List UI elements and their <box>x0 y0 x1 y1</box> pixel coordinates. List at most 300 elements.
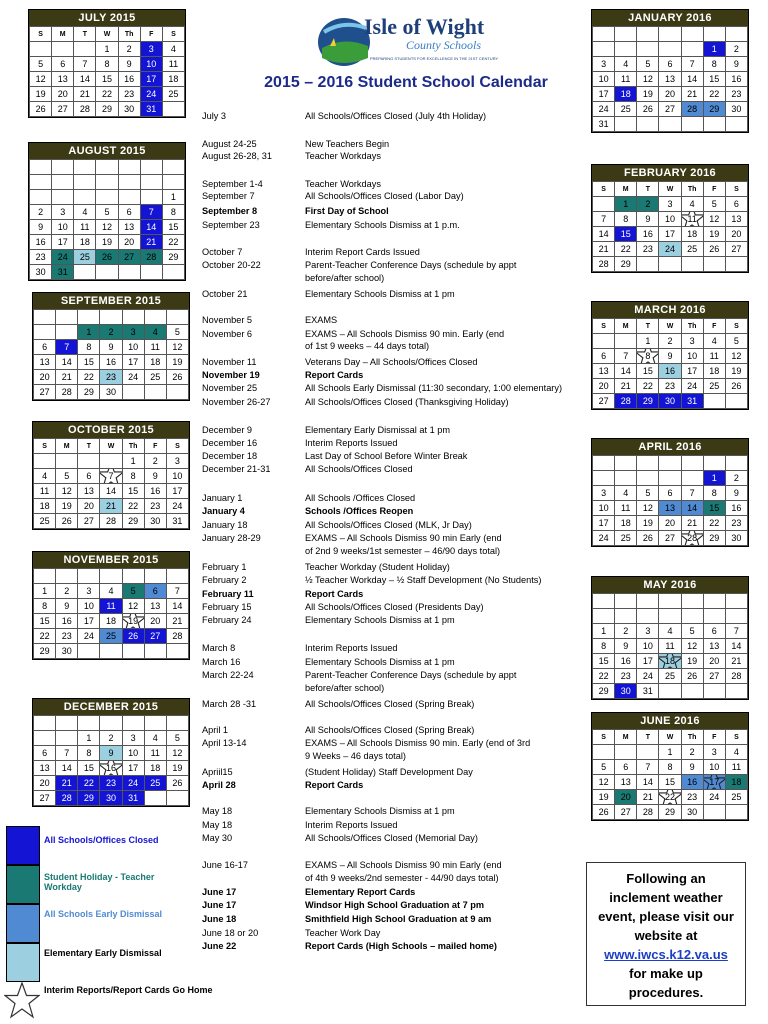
day-number: 2 <box>64 585 70 596</box>
legend-swatch-early <box>6 904 40 943</box>
day-cell <box>593 684 615 699</box>
day-cell <box>703 212 725 227</box>
day-number: 27 <box>598 395 609 406</box>
day-of-week-header <box>56 310 78 325</box>
day-cell <box>34 385 56 400</box>
empty-cell <box>100 644 122 659</box>
day-cell <box>703 669 725 684</box>
day-number: 4 <box>42 470 48 481</box>
day-number: 9 <box>667 350 673 361</box>
empty-cell <box>681 117 703 132</box>
day-number: 26 <box>101 251 112 262</box>
day-number: 1 <box>130 455 136 466</box>
day-cell <box>659 760 681 775</box>
day-cell <box>637 624 659 639</box>
day-number: 8 <box>42 600 48 611</box>
day-number: 10 <box>83 600 94 611</box>
empty-cell <box>703 117 725 132</box>
day-number: 6 <box>60 58 66 69</box>
day-cell <box>34 499 56 514</box>
empty-cell <box>637 117 659 132</box>
day-number: 13 <box>664 73 675 84</box>
event-description: Windsor High School Graduation at 7 pm <box>305 900 485 910</box>
day-cell <box>681 87 703 102</box>
day-cell <box>615 790 637 805</box>
day-cell <box>100 340 122 355</box>
event-description: All Schools/Offices Closed (July 4th Holiday) <box>305 111 487 121</box>
day-number: 3 <box>130 326 136 337</box>
day-cell <box>52 87 74 102</box>
day-cell <box>166 355 188 370</box>
day-number: 5 <box>689 625 695 636</box>
day-cell <box>615 102 637 117</box>
day-number: 11 <box>168 58 179 69</box>
day-of-week-header <box>725 27 747 42</box>
day-number: 30 <box>664 395 675 406</box>
empty-cell <box>659 609 681 624</box>
day-number: 9 <box>108 747 114 758</box>
day-of-week-header <box>140 160 162 175</box>
day-number: 20 <box>709 655 720 666</box>
day-cell <box>659 57 681 72</box>
empty-cell <box>140 190 162 205</box>
day-number: 29 <box>101 103 112 114</box>
day-cell <box>34 614 56 629</box>
day-cell <box>725 624 747 639</box>
day-cell <box>122 454 144 469</box>
empty-cell <box>593 197 615 212</box>
day-cell <box>659 531 681 546</box>
empty-cell <box>30 190 52 205</box>
event-description: Elementary Schools Dismiss at 1 pm <box>305 806 455 816</box>
day-cell <box>140 235 162 250</box>
day-cell <box>615 227 637 242</box>
day-number: 26 <box>687 670 698 681</box>
day-number: 30 <box>124 103 135 114</box>
day-of-week-header <box>593 594 615 609</box>
day-of-week-header <box>615 27 637 42</box>
day-cell <box>703 349 725 364</box>
day-of-week-header <box>703 456 725 471</box>
day-cell <box>637 379 659 394</box>
event-description: Report Cards <box>305 589 364 599</box>
empty-cell <box>681 684 703 699</box>
day-cell <box>725 87 747 102</box>
day-of-week-header: T <box>78 439 100 454</box>
day-cell <box>615 87 637 102</box>
day-of-week-header <box>52 160 74 175</box>
day-number: 14 <box>642 776 653 787</box>
day-number: 15 <box>709 73 720 84</box>
day-number: 14 <box>61 762 72 773</box>
legend <box>0 824 213 1024</box>
day-number: 28 <box>61 792 72 803</box>
day-number: 7 <box>64 747 70 758</box>
day-cell <box>162 72 184 87</box>
day-number: 22 <box>101 88 112 99</box>
day-cell <box>166 370 188 385</box>
day-number: 28 <box>687 103 698 114</box>
day-of-week-header: S <box>725 182 747 197</box>
event-date: March 16 <box>202 657 241 667</box>
day-number: 31 <box>146 103 157 114</box>
day-cell <box>96 57 118 72</box>
day-cell <box>144 325 166 340</box>
day-number: 27 <box>620 806 631 817</box>
event-date: December 18 <box>202 451 258 461</box>
day-cell <box>118 220 140 235</box>
day-cell <box>725 639 747 654</box>
day-number: 18 <box>150 762 161 773</box>
day-cell <box>725 745 747 760</box>
logo-sub-text: County Schools <box>406 38 481 52</box>
empty-cell <box>593 471 615 486</box>
day-number: 14 <box>105 485 116 496</box>
day-number: 3 <box>601 58 607 69</box>
empty-cell <box>100 454 122 469</box>
day-cell <box>681 242 703 257</box>
day-number: 3 <box>86 585 92 596</box>
empty-cell <box>593 609 615 624</box>
day-cell <box>144 629 166 644</box>
day-cell <box>122 629 144 644</box>
empty-cell <box>615 609 637 624</box>
day-number: 1 <box>645 335 651 346</box>
day-number: 13 <box>709 640 720 651</box>
day-cell <box>659 639 681 654</box>
event-date: June 17 <box>202 887 237 897</box>
day-number: 24 <box>709 791 720 802</box>
star-icon <box>4 982 40 1020</box>
day-number: 7 <box>148 206 154 217</box>
day-cell <box>52 72 74 87</box>
day-number: 9 <box>126 58 132 69</box>
day-number: 11 <box>665 640 675 651</box>
day-number: 20 <box>664 88 675 99</box>
day-number: 21 <box>620 380 631 391</box>
day-number: 4 <box>689 198 695 209</box>
empty-cell <box>681 42 703 57</box>
legend-label-elem: Elementary Early Dismissal <box>44 948 162 958</box>
day-number: 9 <box>152 470 158 481</box>
empty-cell <box>615 471 637 486</box>
day-cell <box>122 746 144 761</box>
event-date: November 6 <box>202 329 253 339</box>
day-cell <box>637 349 659 364</box>
day-cell <box>122 340 144 355</box>
day-cell <box>30 87 52 102</box>
day-number: 6 <box>733 198 739 209</box>
empty-cell <box>74 42 96 57</box>
day-cell <box>162 250 184 265</box>
day-cell <box>56 614 78 629</box>
calendar-january-2016 <box>591 9 749 133</box>
day-cell <box>166 776 188 791</box>
month-title: MARCH 2016 <box>592 302 748 318</box>
day-of-week-header: F <box>144 439 166 454</box>
day-cell <box>681 364 703 379</box>
event-date: September 1-4 <box>202 179 263 189</box>
day-cell <box>681 501 703 516</box>
day-cell <box>703 516 725 531</box>
day-number: 25 <box>664 670 675 681</box>
day-number: 14 <box>731 640 742 651</box>
empty-cell <box>725 609 747 624</box>
day-of-week-header: T <box>637 182 659 197</box>
month-title: JULY 2015 <box>29 10 185 26</box>
day-cell <box>74 87 96 102</box>
day-cell <box>725 669 747 684</box>
day-cell <box>659 394 681 409</box>
event-date: December 9 <box>202 425 253 435</box>
day-cell <box>166 484 188 499</box>
empty-cell <box>118 265 140 280</box>
event-date: October 20-22 <box>202 260 261 270</box>
event-date: August 26-28, 31 <box>202 151 272 161</box>
day-number: 16 <box>731 73 742 84</box>
calendar-october-2015 <box>32 421 190 530</box>
day-number: 30 <box>620 685 631 696</box>
day-cell <box>615 684 637 699</box>
day-number: 19 <box>172 762 183 773</box>
day-cell <box>681 394 703 409</box>
day-cell <box>96 250 118 265</box>
day-cell <box>681 379 703 394</box>
day-number: 8 <box>104 58 110 69</box>
event-description: Report Cards (High Schools – mailed home) <box>305 941 497 951</box>
day-number: 12 <box>128 600 139 611</box>
day-number: 12 <box>598 776 609 787</box>
day-of-week-header: S <box>593 182 615 197</box>
day-of-week-header <box>122 569 144 584</box>
day-cell <box>593 379 615 394</box>
day-cell <box>78 370 100 385</box>
day-number: 18 <box>79 236 90 247</box>
day-cell <box>56 340 78 355</box>
day-of-week-header: S <box>725 319 747 334</box>
day-number: 7 <box>601 213 607 224</box>
event-description: EXAMS – All Schools Dismiss 90 min. Early (end <box>305 329 505 339</box>
day-cell <box>703 227 725 242</box>
event-date: September 23 <box>202 220 260 230</box>
day-cell <box>100 614 122 629</box>
day-of-week-header: T <box>637 319 659 334</box>
day-number: 1 <box>601 625 607 636</box>
day-number: 31 <box>642 685 653 696</box>
day-cell <box>593 486 615 501</box>
day-of-week-header: Th <box>118 27 140 42</box>
day-number: 17 <box>598 517 609 528</box>
day-number: 12 <box>35 73 46 84</box>
day-number: 20 <box>664 517 675 528</box>
day-cell <box>140 250 162 265</box>
day-cell <box>615 805 637 820</box>
day-number: 10 <box>128 341 139 352</box>
day-number: 25 <box>105 630 116 641</box>
day-of-week-header: S <box>34 439 56 454</box>
event-description: Elementary Schools Dismiss at 1 pm <box>305 289 455 299</box>
day-number: 4 <box>733 746 739 757</box>
day-cell <box>725 364 747 379</box>
day-number: 19 <box>598 791 609 802</box>
day-cell <box>659 516 681 531</box>
day-cell <box>74 250 96 265</box>
day-cell <box>725 42 747 57</box>
day-number: 23 <box>642 243 653 254</box>
day-of-week-header: W <box>96 27 118 42</box>
day-of-week-header <box>30 160 52 175</box>
day-of-week-header: Th <box>681 182 703 197</box>
empty-cell <box>166 385 188 400</box>
empty-cell <box>74 265 96 280</box>
day-number: 13 <box>150 600 161 611</box>
empty-cell <box>96 190 118 205</box>
day-cell <box>56 355 78 370</box>
day-cell <box>100 791 122 806</box>
day-number: 10 <box>57 221 68 232</box>
day-cell <box>615 516 637 531</box>
calendar-july-2015 <box>28 9 186 118</box>
day-number: 14 <box>172 600 183 611</box>
day-number: 25 <box>731 791 742 802</box>
day-number: 3 <box>711 746 717 757</box>
day-number: 24 <box>598 532 609 543</box>
day-cell <box>144 584 166 599</box>
day-number: 30 <box>150 515 161 526</box>
day-cell <box>615 669 637 684</box>
day-cell <box>703 624 725 639</box>
day-of-week-header <box>118 160 140 175</box>
day-number: 5 <box>711 198 717 209</box>
day-cell <box>615 486 637 501</box>
empty-cell <box>681 257 703 272</box>
day-number: 26 <box>128 630 139 641</box>
day-cell <box>140 205 162 220</box>
month-title: NOVEMBER 2015 <box>33 552 189 568</box>
day-number: 2 <box>126 43 132 54</box>
day-number: 24 <box>687 380 698 391</box>
day-number: 17 <box>172 485 183 496</box>
day-cell <box>593 624 615 639</box>
day-number: 29 <box>598 685 609 696</box>
empty-cell <box>52 175 74 190</box>
day-number: 5 <box>733 335 739 346</box>
day-cell <box>166 614 188 629</box>
day-cell <box>681 639 703 654</box>
day-of-week-header: M <box>52 27 74 42</box>
day-number: 11 <box>687 213 697 224</box>
day-cell <box>96 102 118 117</box>
day-cell <box>615 654 637 669</box>
day-number: 17 <box>664 228 675 239</box>
day-cell <box>118 250 140 265</box>
day-cell <box>100 599 122 614</box>
day-number: 11 <box>150 747 160 758</box>
event-date: December 21-31 <box>202 464 271 474</box>
day-of-week-header: M <box>615 730 637 745</box>
day-cell <box>725 379 747 394</box>
month-title: FEBRUARY 2016 <box>592 165 748 181</box>
day-cell <box>593 805 615 820</box>
day-cell <box>144 355 166 370</box>
day-number: 26 <box>709 243 720 254</box>
day-cell <box>593 349 615 364</box>
legend-swatch-elem <box>6 943 40 982</box>
day-number: 30 <box>731 103 742 114</box>
day-cell <box>593 654 615 669</box>
day-number: 2 <box>733 43 739 54</box>
day-of-week-header: T <box>74 27 96 42</box>
day-number: 3 <box>689 335 695 346</box>
calendar-august-2015 <box>28 142 186 281</box>
event-description: ½ Teacher Workday – ½ Staff Development (No Students) <box>305 575 542 585</box>
day-number: 6 <box>86 470 92 481</box>
event-date: August 24-25 <box>202 139 257 149</box>
day-cell <box>703 790 725 805</box>
day-number: 7 <box>689 487 695 498</box>
day-number: 10 <box>598 502 609 513</box>
day-cell <box>593 364 615 379</box>
day-number: 4 <box>711 335 717 346</box>
event-description: Elementary Schools Dismiss at 1 pm <box>305 615 455 625</box>
calendar-june-2016 <box>591 712 749 821</box>
day-number: 12 <box>731 350 742 361</box>
website-link[interactable]: www.iwcs.k12.va.us <box>604 947 728 962</box>
day-cell <box>615 760 637 775</box>
day-number: 7 <box>623 350 629 361</box>
event-description: First Day of School <box>305 206 389 216</box>
day-number: 30 <box>105 792 116 803</box>
day-cell <box>615 639 637 654</box>
day-number: 22 <box>128 500 139 511</box>
day-cell <box>593 516 615 531</box>
day-cell <box>725 516 747 531</box>
day-cell <box>144 746 166 761</box>
day-number: 29 <box>664 806 675 817</box>
day-cell <box>659 745 681 760</box>
day-cell <box>144 469 166 484</box>
event-description: All Schools/Offices Closed (Spring Break) <box>305 699 475 709</box>
event-date: November 11 <box>202 357 257 367</box>
event-date: May 30 <box>202 833 233 843</box>
day-cell <box>681 790 703 805</box>
month-title: JANUARY 2016 <box>592 10 748 26</box>
day-number: 21 <box>172 615 183 626</box>
day-of-week-header: Th <box>681 730 703 745</box>
empty-cell <box>703 257 725 272</box>
day-number: 3 <box>60 206 66 217</box>
day-number: 19 <box>128 615 139 626</box>
event-date: May 18 <box>202 820 233 830</box>
empty-cell <box>96 175 118 190</box>
day-cell <box>593 242 615 257</box>
day-number: 14 <box>146 221 157 232</box>
day-cell <box>166 746 188 761</box>
day-number: 28 <box>731 670 742 681</box>
day-cell <box>725 471 747 486</box>
empty-cell <box>725 117 747 132</box>
day-number: 8 <box>601 640 607 651</box>
day-of-week-header: Th <box>681 319 703 334</box>
day-of-week-header <box>681 27 703 42</box>
empty-cell <box>144 644 166 659</box>
day-cell <box>78 340 100 355</box>
empty-cell <box>162 175 184 190</box>
day-number: 8 <box>86 747 92 758</box>
day-of-week-header <box>637 27 659 42</box>
day-cell <box>725 102 747 117</box>
day-of-week-header <box>74 160 96 175</box>
